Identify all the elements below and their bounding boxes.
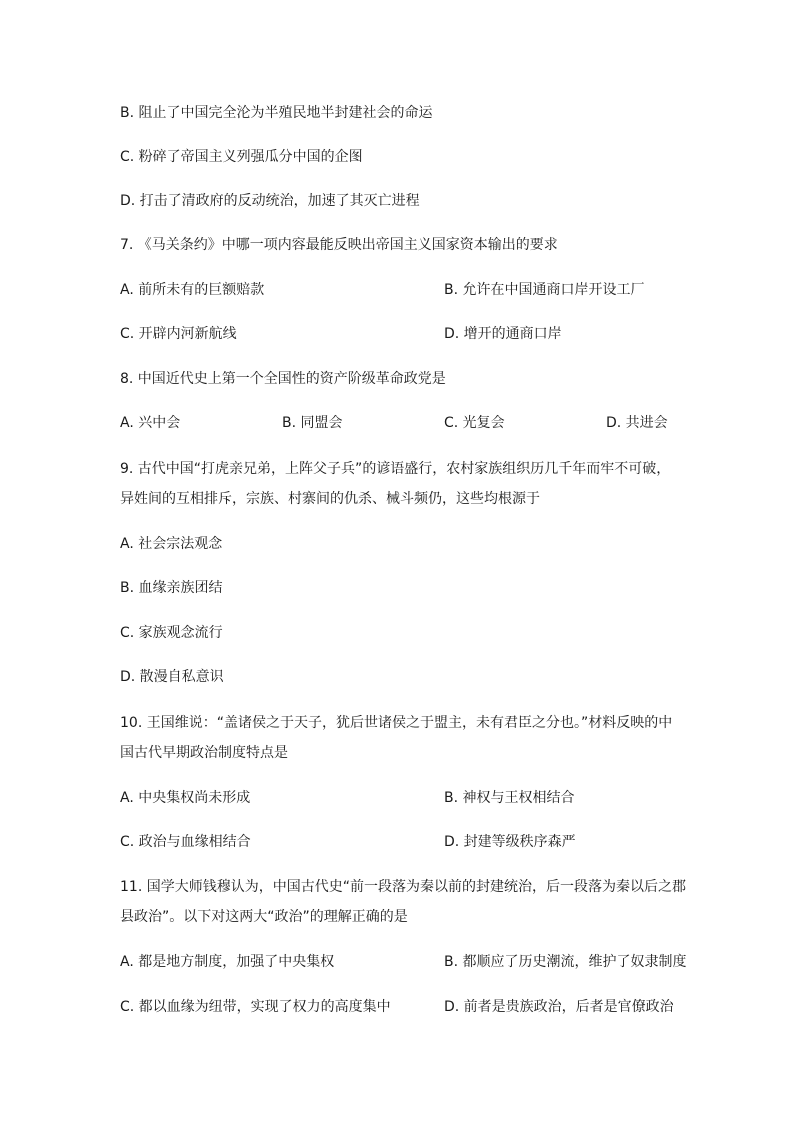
q9-stem-line2: 异姓间的互相排斥，宗族、村寨间的仇杀、械斗频仍，这些均根源于 bbox=[120, 491, 540, 507]
q8-option-c: C. 光复会 bbox=[444, 415, 505, 431]
q6-option-c: C. 粉碎了帝国主义列强瓜分中国的企图 bbox=[120, 149, 363, 165]
q7-stem: 7. 《马关条约》中哪一项内容最能反映出帝国主义国家资本输出的要求 bbox=[120, 237, 558, 253]
q9-option-c: C. 家族观念流行 bbox=[120, 625, 223, 641]
q11-stem-line1: 11. 国学大师钱穆认为，中国古代史“前一段落为秦以前的封建统治，后一段落为秦以后之郡 bbox=[120, 879, 686, 895]
q9-option-b: B. 血缘亲族团结 bbox=[120, 580, 223, 596]
q7-option-b: B. 允许在中国通商口岸开设工厂 bbox=[444, 282, 645, 298]
q8-option-b: B. 同盟会 bbox=[282, 415, 343, 431]
q10-stem-line2: 国古代早期政治制度特点是 bbox=[120, 745, 288, 761]
q7-option-c: C. 开辟内河新航线 bbox=[120, 326, 237, 342]
q10-stem-line1: 10. 王国维说：“盖诸侯之于天子，犹后世诸侯之于盟主，未有君臣之分也。”材料反映的中 bbox=[120, 715, 673, 731]
q6-option-b: B. 阻止了中国完全沦为半殖民地半封建社会的命运 bbox=[120, 105, 433, 121]
q11-option-d: D. 前者是贵族政治，后者是官僚政治 bbox=[444, 999, 674, 1015]
q10-option-a: A. 中央集权尚未形成 bbox=[120, 790, 251, 806]
q11-option-a: A. 都是地方制度，加强了中央集权 bbox=[120, 954, 335, 970]
q11-option-b: B. 都顺应了历史潮流，维护了奴隶制度 bbox=[444, 954, 687, 970]
q10-option-d: D. 封建等级秩序森严 bbox=[444, 834, 576, 850]
q11-stem-line2: 县政治”。以下对这两大“政治”的理解正确的是 bbox=[120, 909, 408, 925]
q8-stem: 8. 中国近代史上第一个全国性的资产阶级革命政党是 bbox=[120, 371, 446, 387]
q9-option-d: D. 散漫自私意识 bbox=[120, 669, 224, 685]
q9-option-a: A. 社会宗法观念 bbox=[120, 536, 223, 552]
q6-option-d: D. 打击了清政府的反动统治，加速了其灭亡进程 bbox=[120, 193, 420, 209]
q8-option-a: A. 兴中会 bbox=[120, 415, 181, 431]
q11-option-c: C. 都以血缘为纽带，实现了权力的高度集中 bbox=[120, 999, 391, 1015]
q10-option-c: C. 政治与血缘相结合 bbox=[120, 834, 251, 850]
q8-option-d: D. 共进会 bbox=[606, 415, 668, 431]
q7-option-d: D. 增开的通商口岸 bbox=[444, 326, 562, 342]
q10-option-b: B. 神权与王权相结合 bbox=[444, 790, 575, 806]
q7-option-a: A. 前所未有的巨额赔款 bbox=[120, 282, 265, 298]
q9-stem-line1: 9. 古代中国“打虎亲兄弟，上阵父子兵”的谚语盛行，农村家族组织历几千年而牢不可破， bbox=[120, 461, 671, 477]
